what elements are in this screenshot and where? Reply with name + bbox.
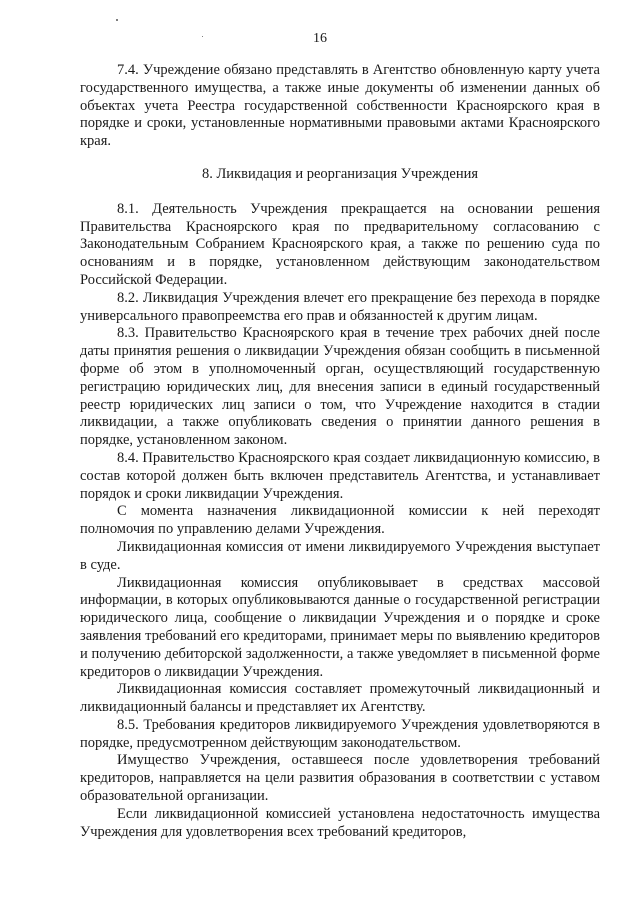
- document-body: [80, 62, 600, 841]
- paragraph-7-4: 7.4. Учреждение обязано представлять в Агентство обновленную карту учета государственного имущества, а также иные документы об изменении данных об объектах учета Реестра государственной собственности Красноярского края в порядке и сроки, установленные нормативными правовыми актами Красноярского края.: [80, 62, 600, 150]
- section-8-heading: 8. Ликвидация и реорганизация Учреждения: [201, 165, 479, 182]
- paragraph-8-5: 8.5. Требования кредиторов ликвидируемого Учреждения удовлетворяются в порядке, предусмотренном действующим законодательством.: [80, 716, 600, 751]
- paragraph-8-5-property: Имущество Учреждения, оставшееся после удовлетворения требований кредиторов, направляется на цели развития образования в соответствии с уставом образовательной организации.: [80, 752, 600, 805]
- paragraph-8-4-balances: Ликвидационная комиссия составляет промежуточный ликвидационный и ликвидационный балансы и представляет их Агентству.: [80, 681, 600, 716]
- paragraph-8-4: 8.4. Правительство Красноярского края создает ликвидационную комиссию, в состав которой должен быть включен представитель Агентства, и устанавливает порядок и сроки ликвидации Учреждения.: [80, 449, 600, 502]
- paragraph-8-4-publication: Ликвидационная комиссия опубликовывает в средствах массовой информации, в которых опубликовываются данные о государственной регистрации юридического лица, сообщение о ликвидации Учреждения и о порядке и сроке заявления требований его кредиторами, принимает меры по выявлению кредиторов и получению дебиторской задолженности, а также уведомляет в письменной форме кредиторов о ликвидации Учреждения.: [80, 574, 600, 680]
- paragraph-8-4-commission-powers: С момента назначения ликвидационной комиссии к ней переходят полномочия по управлению делами Учреждения.: [80, 503, 600, 538]
- paragraph-8-5-insufficiency: Если ликвидационной комиссией установлена недостаточность имущества Учреждения для удовлетворения всех требований кредиторов,: [80, 805, 600, 840]
- scan-speck-1: [116, 19, 118, 21]
- page-number: 16: [313, 31, 327, 46]
- paragraph-8-1: 8.1. Деятельность Учреждения прекращается на основании решения Правительства Красноярского края по предварительному согласованию с Законодательным Собранием Красноярского края, а также по решению суда по основаниям и в порядке, установленном действующим законодательством Российской Федерации.: [80, 200, 600, 288]
- paragraph-8-3: 8.3. Правительство Красноярского края в течение трех рабочих дней после даты принятия решения о ликвидации Учреждения обязан сообщить в письменной форме об этом в уполномоченный орган, осуществляющий государственную регистрацию юридических лиц, для внесения записи в единый государственный реестр юридических лиц записи о том, что Учреждение находится в стадии ликвидации, а также опубликовать сведения о принятии данного решения в порядке, установленном законом.: [80, 325, 600, 449]
- paragraph-8-4-court: Ликвидационная комиссия от имени ликвидируемого Учреждения выступает в суде.: [80, 538, 600, 573]
- paragraph-8-2: 8.2. Ликвидация Учреждения влечет его прекращение без перехода в порядке универсального правопреемства его прав и обязанностей к другим лицам.: [80, 289, 600, 324]
